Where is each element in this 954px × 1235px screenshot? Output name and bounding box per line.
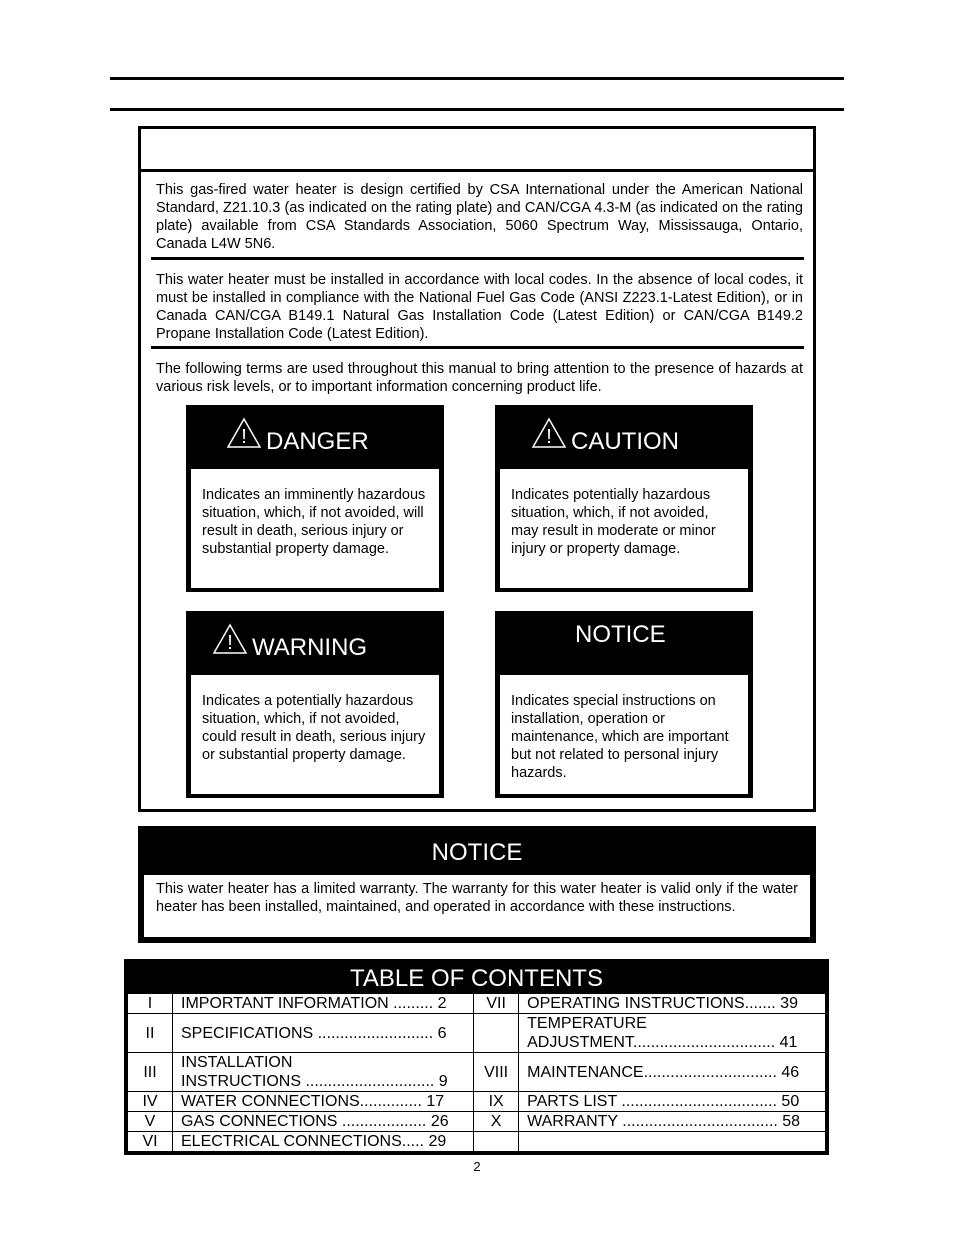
toc-right-number (474, 1014, 519, 1053)
toc-table (127, 993, 826, 1152)
toc-left-number-line: V (144, 1113, 156, 1130)
caution-panel (495, 405, 753, 592)
toc-right-entry-line: WARRANTY ................................... 58 (527, 1113, 801, 1130)
toc-right-entry (519, 1092, 826, 1112)
warning-title-bar (186, 611, 444, 675)
divider-1 (151, 257, 804, 260)
toc-right-number-line: VIII (484, 1063, 509, 1081)
toc-left-entry-line: WATER CONNECTIONS.............. 17 (181, 1093, 445, 1110)
toc-left-entry-line: GAS CONNECTIONS ................... 26 (181, 1113, 449, 1130)
toc-right-entry-line: OPERATING INSTRUCTIONS....... 39 (527, 995, 798, 1012)
toc-left-entry-line: IMPORTANT INFORMATION ......... 2 (181, 995, 447, 1012)
toc-left-number (128, 1053, 173, 1092)
warranty-notice-title: NOTICE (431, 839, 523, 866)
top-rule-1 (110, 77, 844, 80)
toc-right-entry-line: PARTS LIST ................................... 50 (527, 1093, 800, 1110)
toc-row (128, 1092, 826, 1112)
toc-left-number (128, 1092, 173, 1112)
danger-text: Indicates an imminently hazardous situation, which, if not avoided, will result in death, serious injury or substantial property damage. (191, 469, 439, 588)
certification-box (138, 126, 816, 812)
toc-left-entry (173, 994, 474, 1014)
warning-triangle-icon (531, 417, 567, 449)
toc-right-number (474, 1132, 519, 1152)
toc-left-number (128, 994, 173, 1014)
toc-right-entry (519, 1132, 826, 1152)
toc-row (128, 1112, 826, 1132)
notice-panel (495, 611, 753, 798)
toc-row (128, 1132, 826, 1152)
caution-text: Indicates potentially hazardous situation, which, if not avoided, may result in moderate or minor injury or property damage. (500, 469, 748, 588)
toc-left-number (128, 1014, 173, 1053)
toc-left-number (128, 1112, 173, 1132)
toc-right-number (474, 1053, 519, 1092)
toc-left-entry-line: INSTALLATION (181, 1054, 293, 1071)
toc-left-entry (173, 1014, 474, 1053)
toc-row (128, 994, 826, 1014)
svg-text:!: ! (227, 632, 233, 654)
toc-left-entry (173, 1132, 474, 1152)
toc-left-entry-line: SPECIFICATIONS .......................... 6 (181, 1024, 447, 1042)
notice-title-bar (495, 611, 753, 675)
toc-left-entry (173, 1053, 474, 1092)
toc-right-number-line: VII (486, 995, 506, 1012)
certification-paragraph: This gas-fired water heater is design certified by CSA International under the American National Standard, Z21.10.3 (as indicated on the rating plate) and CAN/CGA 4.3-M (as indicated on the rating plate) available from CSA Standards Association, 5060 Spectrum Way, Mississauga, Ontario, Canada L4W 5N6. (156, 182, 803, 252)
terms-paragraph: The following terms are used throughout this manual to bring attention to the presence of hazards at various risk levels, or to important information concerning product life. (156, 361, 803, 395)
toc-right-number (474, 1092, 519, 1112)
caution-title-bar (495, 405, 753, 469)
toc-right-entry (519, 1112, 826, 1132)
top-rule-2 (110, 108, 844, 111)
toc-right-number (474, 994, 519, 1014)
warning-triangle-icon (212, 623, 248, 655)
toc-left-number (128, 1132, 173, 1152)
notice-text: Indicates special instructions on installation, operation or maintenance, which are important but not related to personal injury hazards. (500, 675, 748, 794)
danger-panel (186, 405, 444, 592)
toc-right-entry-line: TEMPERATURE (527, 1015, 647, 1032)
warning-panel (186, 611, 444, 798)
toc-left-entry (173, 1092, 474, 1112)
toc-left-number-line: VI (142, 1133, 158, 1150)
divider-2 (151, 346, 804, 349)
warranty-notice-text: This water heater has a limited warranty. The warranty for this water heater is valid only if the water heater has been installed, maintained, and operated in accordance with these instructions. (144, 875, 810, 937)
danger-title: DANGER (266, 428, 369, 455)
warning-text: Indicates a potentially hazardous situation, which, if not avoided, could result in death, serious injury or substantial property damage. (191, 675, 439, 794)
toc-right-entry-line: ADJUSTMENT................................ 41 (527, 1034, 798, 1051)
svg-text:!: ! (241, 426, 247, 448)
caution-title: CAUTION (571, 428, 679, 455)
toc-left-entry-line: INSTRUCTIONS ............................. 9 (181, 1073, 448, 1090)
warning-title: WARNING (252, 634, 368, 661)
toc-right-number-line: IX (488, 1093, 504, 1110)
toc-left-number-line: I (147, 995, 153, 1012)
svg-text:!: ! (546, 426, 552, 448)
toc-row (128, 1053, 826, 1092)
warranty-notice-box (138, 826, 816, 943)
toc-title: TABLE OF CONTENTS (127, 962, 826, 993)
toc-left-number-line: IV (142, 1093, 158, 1110)
toc-left-number-line: II (145, 1024, 155, 1042)
toc-left-entry-line: ELECTRICAL CONNECTIONS..... 29 (181, 1133, 447, 1150)
toc-row (128, 1014, 826, 1053)
certification-header-bar (141, 129, 813, 172)
toc-right-number (474, 1112, 519, 1132)
danger-title-bar (186, 405, 444, 469)
toc-right-entry (519, 1014, 826, 1053)
toc-right-number-line: X (490, 1113, 502, 1130)
table-of-contents (124, 959, 829, 1155)
toc-left-number-line: III (143, 1063, 157, 1081)
toc-left-entry (173, 1112, 474, 1132)
toc-right-entry (519, 994, 826, 1014)
toc-right-entry-line: MAINTENANCE.............................. 46 (527, 1063, 800, 1081)
warning-triangle-icon (226, 417, 262, 449)
codes-paragraph: This water heater must be installed in accordance with local codes. In the absence of local codes, it must be installed in compliance with the National Fuel Gas Code (ANSI Z223.1-Latest Edition), or in Canada CAN/CGA B149.1 Natural Gas Installation Code (Latest Edition) or CAN/CGA B149.2 Propane Installation Code (Latest Edition). (156, 272, 803, 342)
toc-right-entry (519, 1053, 826, 1092)
page-number: 2 (473, 1159, 481, 1174)
notice-title: NOTICE (575, 621, 666, 648)
